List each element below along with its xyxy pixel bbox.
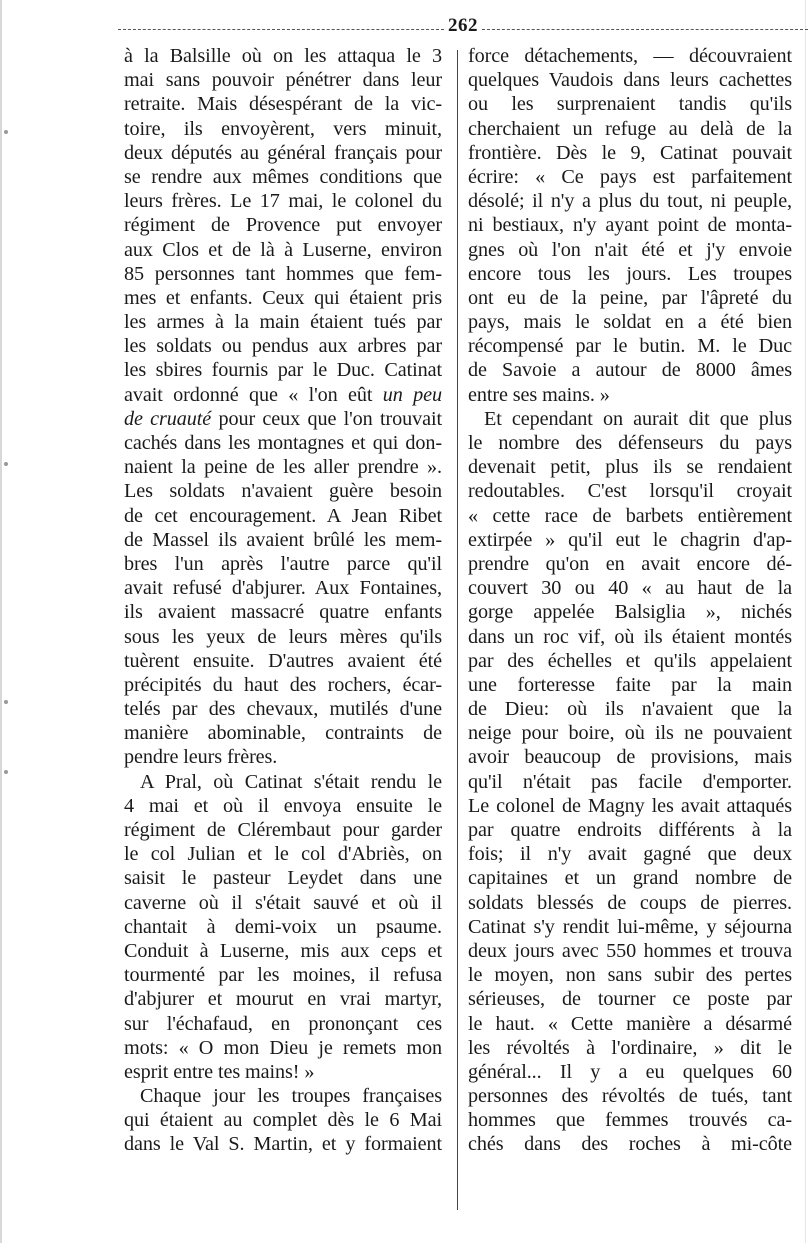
text-line: sur l'échafaud, en prononçant ces (124, 1012, 442, 1035)
text-line: capitaines et un grand nombre de (468, 867, 792, 890)
text-line: retraite. Mais désespérant de la vic- (124, 93, 442, 116)
text-line: de Savoie a autour de 8000 âmes (468, 359, 792, 382)
text-line: dans le Val S. Martin, et y formaient (124, 1133, 442, 1156)
text-line: régiment de Provence put envoyer (124, 214, 442, 237)
text-line: se rendre aux mêmes conditions que (124, 165, 442, 188)
text-line: deux jours avec 550 hommes et trouva (468, 939, 792, 962)
text-line: gorge appelée Balsiglia », nichés (468, 601, 792, 624)
text-line: fois; il n'y avait gagné que deux (468, 843, 792, 866)
text-line: entre ses mains. » (468, 383, 610, 406)
margin-speck (4, 462, 8, 466)
left-text-column (124, 44, 442, 1157)
text-line: avoir beaucoup de provisions, mais (468, 746, 792, 769)
text-line: 4 mai et où il envoya ensuite le (124, 794, 442, 817)
text-line: dans un roc vif, où ils étaient montés (468, 625, 792, 648)
text-line: caverne où il s'était sauvé et où il (124, 891, 442, 914)
text-line: esprit entre tes mains! » (124, 1060, 315, 1083)
text-line: d'abjurer et mourut en vrai martyr, (124, 988, 442, 1011)
page-header (118, 14, 808, 38)
right-text-column (468, 44, 792, 1157)
scan-edge-left (0, 0, 2, 1243)
text-line: personnes des révoltés de tués, tant (468, 1085, 792, 1108)
text-line: désolé; il n'y a plus du tout, ni peuple, (468, 190, 792, 213)
text-line: manière abominable, contraints de (124, 722, 442, 745)
text-line: qui étaient au complet dès le 6 Mai (124, 1109, 442, 1132)
text-line: redoutables. C'est lorsqu'il croyait (468, 480, 792, 503)
text-line: pays, mais le soldat en a été bien (468, 311, 792, 334)
text-line: le nombre des défenseurs du pays (468, 432, 792, 454)
text-line: qu'il n'était pas facile d'emporter. (468, 770, 792, 793)
text-line: aux Clos et de là à Luserne, environ (124, 238, 442, 261)
text-line: Chaque jour les troupes françaises (140, 1085, 442, 1108)
text-line: leurs frères. Le 17 mai, le colonel du (124, 190, 442, 213)
text-run: pour ceux que l'on trouvait (211, 407, 442, 430)
text-line: gnes où l'on n'ait été et j'y envoie (468, 238, 792, 261)
text-line: sérieuses, de tourner ce poste par (468, 988, 792, 1011)
text-line: neige pour boire, où ils ne pouvaient (468, 722, 792, 745)
text-line: cherchaient un refuge au delà de la (468, 117, 792, 140)
text-line: bres l'un après l'autre parce qu'il (124, 552, 442, 575)
text-line: Les soldats n'avaient guère besoin (124, 480, 442, 503)
text-line: cachés dans les montagnes et qui don- (124, 432, 442, 454)
text-line: encore tous les jours. Les troupes (468, 262, 792, 285)
text-line: Le colonel de Magny les avait attaqués (468, 794, 792, 817)
text-line: les armes à la main étaient tués par (124, 311, 442, 334)
text-line: Conduit à Luserne, mis aux ceps et (124, 939, 442, 962)
text-line: ou les surprenaient tandis qu'ils (468, 93, 792, 116)
text-line (124, 383, 442, 407)
text-line: A Pral, où Catinat s'était rendu le (140, 770, 442, 793)
text-line: par quatre endroits différents à la (468, 819, 792, 841)
text-line: telés par des chevaux, mutilés d'une (124, 698, 442, 721)
text-line: les révoltés à l'ordinaire, » dit le (468, 1036, 792, 1059)
text-line: par des échelles et qu'ils appelaient (468, 649, 792, 672)
text-line: régiment de Clérembaut pour garder (124, 819, 442, 841)
italic-run: un peu (382, 383, 442, 406)
text-line: mes et enfants. Ceux qui étaient pris (124, 286, 442, 309)
text-line: saisit le pasteur Leydet dans une (124, 867, 442, 890)
column-divider (457, 50, 458, 1210)
text-line: 85 personnes tant hommes que fem- (124, 262, 442, 285)
text-line: ont eu de la peine, par l'âpreté du (468, 286, 792, 309)
text-line: Et cependant on aurait dit que plus (484, 407, 792, 430)
text-line: précipités du haut des rochers, écar- (124, 673, 442, 696)
text-line: soldats blessés de coups de pierres. (468, 891, 792, 914)
margin-speck (4, 130, 8, 134)
text-line: de Dieu: où ils n'avaient que la (468, 698, 792, 721)
text-run: avait ordonné que « l'on eût (124, 383, 383, 406)
text-line: le col Julian et le col d'Abriès, on (124, 843, 442, 866)
text-line: devenait petit, plus ils se rendaient (468, 456, 792, 479)
text-line: le moyen, non sans subir des pertes (468, 964, 792, 987)
text-line: écrire: « Ce pays est parfaitement (468, 165, 792, 188)
text-line: hommes que femmes trouvés ca- (468, 1109, 792, 1132)
text-line: chantait à demi-voix un psaume. (124, 915, 442, 938)
margin-speck (4, 770, 8, 774)
text-line: Catinat s'y rendit lui-même, y séjourna (468, 915, 792, 938)
text-line: général... Il y a eu quelques 60 (468, 1060, 792, 1083)
text-line: les soldats ou pendus aux arbres par (124, 335, 442, 358)
text-line: chés dans des roches à mi-côte (468, 1133, 792, 1156)
text-line: de cet encouragement. A Jean Ribet (124, 504, 442, 527)
text-line: frontière. Dès le 9, Catinat pouvait (468, 141, 792, 164)
text-line: naient la peine de les aller prendre ». (124, 456, 442, 479)
text-line: à la Balsille où on les attaqua le 3 (124, 45, 442, 67)
text-line: « cette race de barbets entièrement (468, 504, 792, 527)
text-line (124, 407, 442, 431)
text-line: de Massel ils avaient brûlé les mem- (124, 528, 442, 551)
margin-speck (4, 700, 8, 704)
text-line: le haut. « Cette manière a désarmé (468, 1012, 792, 1035)
text-line: toire, ils envoyèrent, vers minuit, (124, 117, 442, 140)
text-line: extirpée » qu'il eut le chagrin d'ap- (468, 528, 792, 551)
text-line: deux députés au général français pour (124, 141, 442, 164)
text-line: tourmenté par les moines, il refusa (124, 964, 442, 987)
text-line: mai sans pouvoir pénétrer dans leur (124, 69, 442, 92)
text-line: quelques Vaudois dans leurs cachettes (468, 69, 792, 92)
header-rule-left (118, 29, 444, 30)
text-line: ni bestiaux, n'y ayant point de monta- (468, 214, 792, 237)
text-line: avait refusé d'abjurer. Aux Fontaines, (124, 577, 442, 600)
text-line: ils avaient massacré quatre enfants (124, 601, 442, 624)
text-line: sous les yeux de leurs mères qu'ils (124, 625, 442, 648)
text-line: force détachements, — découvraient (468, 45, 792, 67)
text-line: mots: « O mon Dieu je remets mon (124, 1036, 442, 1059)
text-line: les sbires fournis par le Duc. Catinat (124, 359, 442, 382)
text-line: tuèrent ensuite. D'autres avaient été (124, 649, 442, 672)
text-line: une forteresse faite par la main (468, 673, 792, 696)
page-number: 262 (448, 15, 478, 36)
text-line: prendre qu'on en avait encore dé- (468, 552, 792, 575)
italic-run: de cruauté (124, 407, 212, 430)
text-line: récompensé par le butin. M. le Duc (468, 335, 792, 358)
scan-edge-right (805, 0, 806, 1243)
text-line: pendre leurs frères. (124, 746, 278, 769)
header-rule-right (482, 29, 808, 30)
text-line: couvert 30 ou 40 « au haut de la (468, 577, 792, 600)
